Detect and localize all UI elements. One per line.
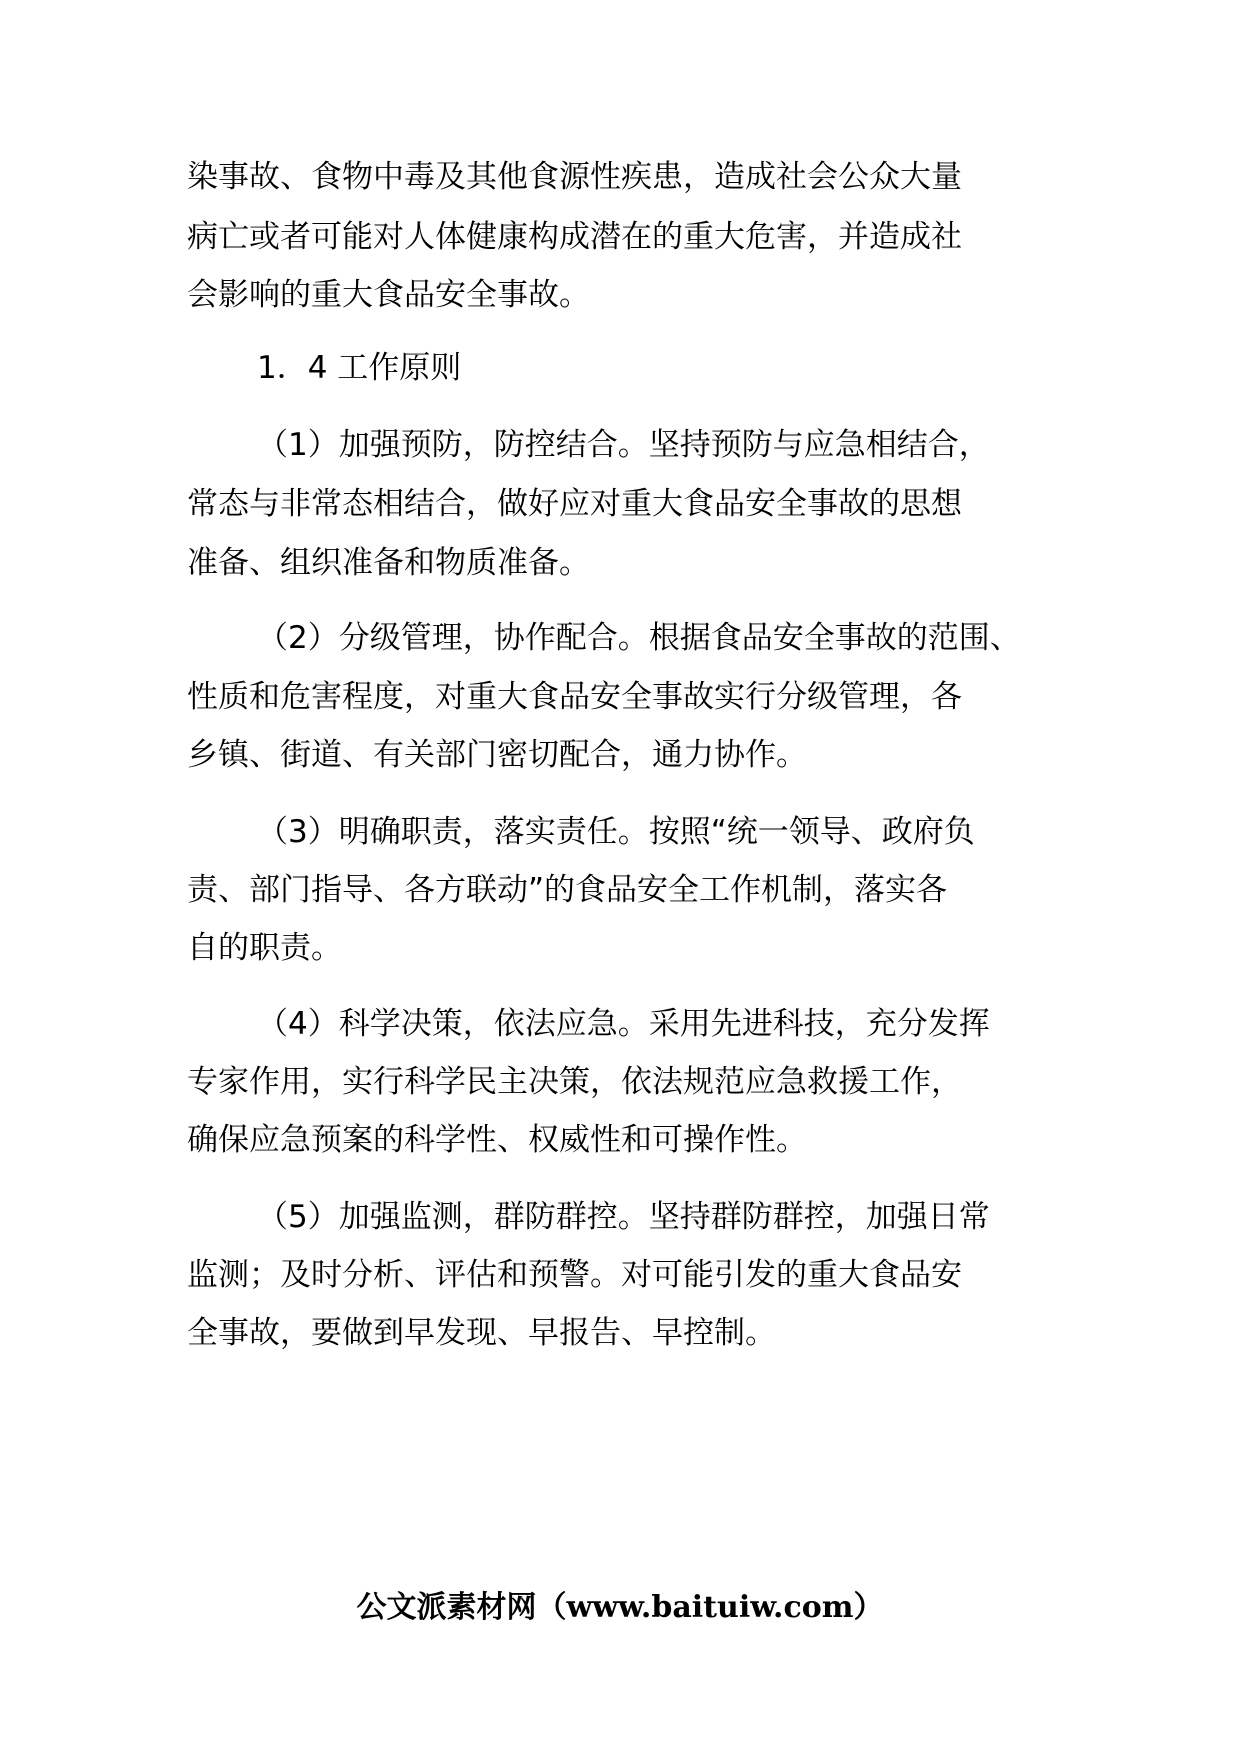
body-text-line: 常态与非常态相结合，做好应对重大食品安全事故的思想 bbox=[187, 486, 962, 522]
body-text-line: 责、部门指导、各方联动”的食品安全工作机制，落实各 bbox=[187, 872, 948, 908]
body-text-line: 自的职责。 bbox=[187, 930, 342, 966]
paragraph-first-line: （5）加强监测，群防群控。坚持群防群控，加强日常 bbox=[257, 1199, 990, 1235]
paragraph-first-line: （2）分级管理，协作配合。根据食品安全事故的范围、 bbox=[257, 620, 1021, 656]
paragraph-first-line: （1）加强预防，防控结合。坚持预防与应急相结合， bbox=[257, 427, 990, 463]
body-text-line: 全事故，要做到早发现、早报告、早控制。 bbox=[187, 1315, 776, 1351]
body-text-line: 病亡或者可能对人体健康构成潜在的重大危害，并造成社 bbox=[187, 219, 962, 255]
body-text-line: 会影响的重大食品安全事故。 bbox=[187, 277, 590, 313]
paragraph-first-line: （3）明确职责，落实责任。按照“统一领导、政府负 bbox=[257, 814, 975, 850]
body-text-line: 专家作用，实行科学民主决策，依法规范应急救援工作， bbox=[187, 1064, 962, 1100]
body-text-line: 确保应急预案的科学性、权威性和可操作性。 bbox=[187, 1122, 807, 1158]
body-text-line: 乡镇、街道、有关部门密切配合，通力协作。 bbox=[187, 737, 807, 773]
section-heading: 1．4 工作原则 bbox=[257, 350, 462, 386]
body-text-line: 准备、组织准备和物质准备。 bbox=[187, 545, 590, 581]
body-text-line: 性质和危害程度，对重大食品安全事故实行分级管理，各 bbox=[187, 679, 962, 715]
paragraph-first-line: （4）科学决策，依法应急。采用先进科技，充分发挥 bbox=[257, 1006, 990, 1042]
body-text-line: 染事故、食物中毒及其他食源性疾患，造成社会公众大量 bbox=[187, 159, 962, 195]
body-text-line: 监测；及时分析、评估和预警。对可能引发的重大食品安 bbox=[187, 1257, 962, 1293]
footer-source-note: 公文派素材网（www.baituiw.com） bbox=[356, 1590, 884, 1625]
